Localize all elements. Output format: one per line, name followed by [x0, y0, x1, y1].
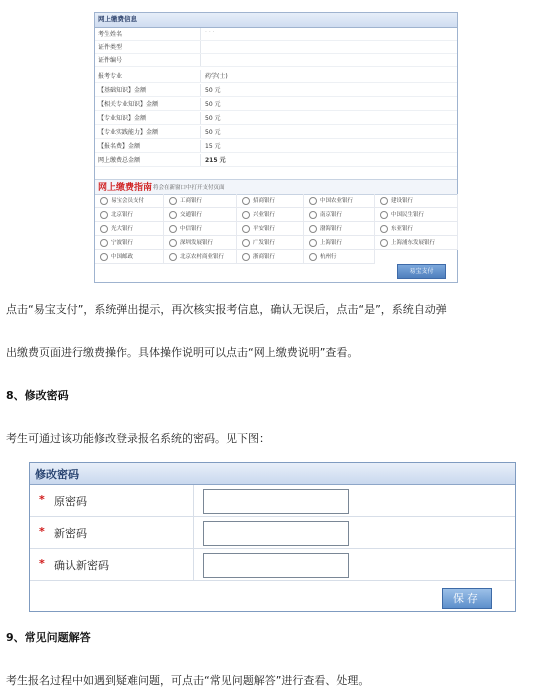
save-button[interactable]: 保存 [442, 588, 492, 609]
new-password-input[interactable] [203, 521, 349, 546]
bank-option[interactable] [164, 222, 237, 236]
bank-name: 南京银行 [320, 212, 343, 218]
radio-icon[interactable] [242, 211, 250, 219]
field-label: 证件类型 [98, 44, 123, 51]
bank-option[interactable] [375, 236, 458, 250]
field-value: · · · [205, 29, 215, 36]
bank-name: 中国民生银行 [391, 212, 425, 218]
field-label: 【专业实践能力】金额 [98, 129, 159, 136]
bank-option[interactable] [95, 222, 164, 236]
bank-option[interactable] [237, 236, 304, 250]
bank-name: 兴业银行 [253, 212, 276, 218]
field-value: 50 元 [205, 101, 221, 108]
radio-icon[interactable] [309, 197, 317, 205]
field-row [95, 70, 457, 83]
field-row [95, 41, 457, 54]
yeepay-submit-button[interactable]: 易宝支付 [397, 264, 446, 279]
bank-option[interactable] [237, 208, 304, 222]
field-label: 【基础知识】金额 [98, 87, 147, 94]
field-label: 【专业知识】金额 [98, 115, 147, 122]
change-password-header [30, 463, 515, 485]
form-row-new-password [30, 517, 515, 549]
radio-icon[interactable] [309, 253, 317, 261]
radio-icon[interactable] [242, 253, 250, 261]
bank-name: 工商银行 [180, 198, 203, 204]
radio-icon[interactable] [100, 239, 108, 247]
bank-name: 广发银行 [253, 240, 276, 246]
bank-option[interactable] [164, 194, 237, 208]
radio-icon[interactable] [169, 211, 177, 219]
bank-option[interactable] [375, 208, 458, 222]
required-mark: * [39, 525, 45, 538]
radio-icon[interactable] [309, 211, 317, 219]
bank-name: 上海银行 [320, 240, 343, 246]
payment-panel-title: 网上缴费信息 [98, 15, 137, 23]
bank-name: 中信银行 [180, 226, 203, 232]
section-heading: 9、常见问题解答 [6, 631, 91, 644]
bank-option[interactable] [304, 250, 375, 264]
field-row [95, 98, 457, 111]
total-row [95, 154, 457, 167]
payment-guide-note: 将会在新窗口中打开支付页面 [153, 185, 225, 191]
radio-icon[interactable] [380, 239, 388, 247]
bank-option[interactable] [304, 222, 375, 236]
bank-option[interactable] [237, 222, 304, 236]
bank-name: 中国邮政 [111, 254, 134, 260]
bank-name: 上海浦东发展银行 [391, 240, 436, 246]
new-password-label: 新密码 [54, 527, 87, 540]
radio-icon[interactable] [100, 197, 108, 205]
field-label: 考生姓名 [98, 31, 123, 38]
bank-name: 平安银行 [253, 226, 276, 232]
old-password-label: 原密码 [54, 495, 87, 508]
field-label: 网上缴费总金额 [98, 157, 141, 164]
field-value: 50 元 [205, 87, 221, 94]
bank-option[interactable] [237, 194, 304, 208]
bank-option[interactable] [237, 250, 304, 264]
radio-icon[interactable] [380, 211, 388, 219]
bank-name: 中国农业银行 [320, 198, 354, 204]
bank-option[interactable] [164, 208, 237, 222]
radio-icon[interactable] [169, 253, 177, 261]
bank-option[interactable] [375, 222, 458, 236]
bank-name: 招商银行 [253, 198, 276, 204]
radio-icon[interactable] [100, 211, 108, 219]
bank-option[interactable] [304, 194, 375, 208]
radio-icon[interactable] [380, 197, 388, 205]
radio-icon[interactable] [100, 253, 108, 261]
paragraph-line: 出缴费页面进行缴费操作。具体操作说明可以点击“网上缴费说明”查看。 [6, 346, 359, 359]
bank-option[interactable] [95, 250, 164, 264]
bank-name: 宁波银行 [111, 240, 134, 246]
field-label: 证件编号 [98, 57, 123, 64]
bank-option[interactable] [95, 208, 164, 222]
bank-name: 建设银行 [391, 198, 414, 204]
form-row-old-password [30, 485, 515, 517]
required-mark: * [39, 493, 45, 506]
paragraph-line: 考生报名过程中如遇到疑难问题，可点击“常见问题解答”进行查看、处理。 [6, 674, 370, 687]
bank-option[interactable] [375, 194, 458, 208]
radio-icon[interactable] [380, 225, 388, 233]
bank-name: 深圳发展银行 [180, 240, 214, 246]
bank-name: 北京银行 [111, 212, 134, 218]
total-value: 215 元 [205, 157, 226, 164]
radio-icon[interactable] [309, 225, 317, 233]
field-row [95, 140, 457, 153]
bank-name: 东亚银行 [391, 226, 414, 232]
bank-name: 交通银行 [180, 212, 203, 218]
radio-icon[interactable] [100, 225, 108, 233]
payment-guide-bar [95, 179, 457, 195]
field-label: 【相关专业知识】金额 [98, 101, 159, 108]
field-value: 15 元 [205, 143, 221, 150]
radio-icon[interactable] [242, 225, 250, 233]
radio-icon[interactable] [242, 197, 250, 205]
bank-name: 杭州行 [320, 254, 337, 260]
bank-option[interactable] [304, 236, 375, 250]
bank-name: 光大银行 [111, 226, 134, 232]
radio-icon[interactable] [169, 225, 177, 233]
bank-name: 渤海银行 [320, 226, 343, 232]
field-row [95, 84, 457, 97]
radio-icon[interactable] [169, 197, 177, 205]
field-row [95, 54, 457, 67]
bank-name: 浙商银行 [253, 254, 276, 260]
radio-icon[interactable] [169, 239, 177, 247]
field-label: 【报名费】金额 [98, 143, 141, 150]
field-label: 报考专业 [98, 73, 123, 80]
bank-option[interactable] [95, 194, 164, 208]
field-row [95, 126, 457, 139]
payment-guide-link[interactable]: 网上缴费指南 [98, 183, 153, 193]
old-password-input[interactable] [203, 489, 349, 514]
bank-name: 北京农村商业银行 [180, 254, 225, 260]
field-row [95, 112, 457, 125]
bank-name: 易宝会员支付 [111, 198, 145, 204]
field-row [95, 28, 457, 41]
field-value: 药学(士) [205, 73, 228, 80]
field-value: 50 元 [205, 129, 221, 136]
section-heading: 8、修改密码 [6, 389, 69, 402]
confirm-password-label: 确认新密码 [54, 559, 109, 572]
bank-option[interactable] [304, 208, 375, 222]
paragraph-line: 考生可通过该功能修改登录报名系统的密码。见下图： [6, 432, 270, 445]
bank-option[interactable] [164, 236, 237, 250]
required-mark: * [39, 557, 45, 570]
field-value: 50 元 [205, 115, 221, 122]
confirm-password-input[interactable] [203, 553, 349, 578]
radio-icon[interactable] [242, 239, 250, 247]
change-password-title: 修改密码 [35, 468, 79, 481]
payment-panel-header [95, 13, 457, 28]
bank-option[interactable] [164, 250, 237, 264]
form-row-confirm-password [30, 549, 515, 581]
paragraph-line: 点击“易宝支付”，系统弹出提示，再次核实报考信息，确认无误后，点击“是”，系统自动弹 [6, 303, 447, 316]
bank-option[interactable] [95, 236, 164, 250]
radio-icon[interactable] [309, 239, 317, 247]
online-payment-panel [94, 12, 458, 283]
